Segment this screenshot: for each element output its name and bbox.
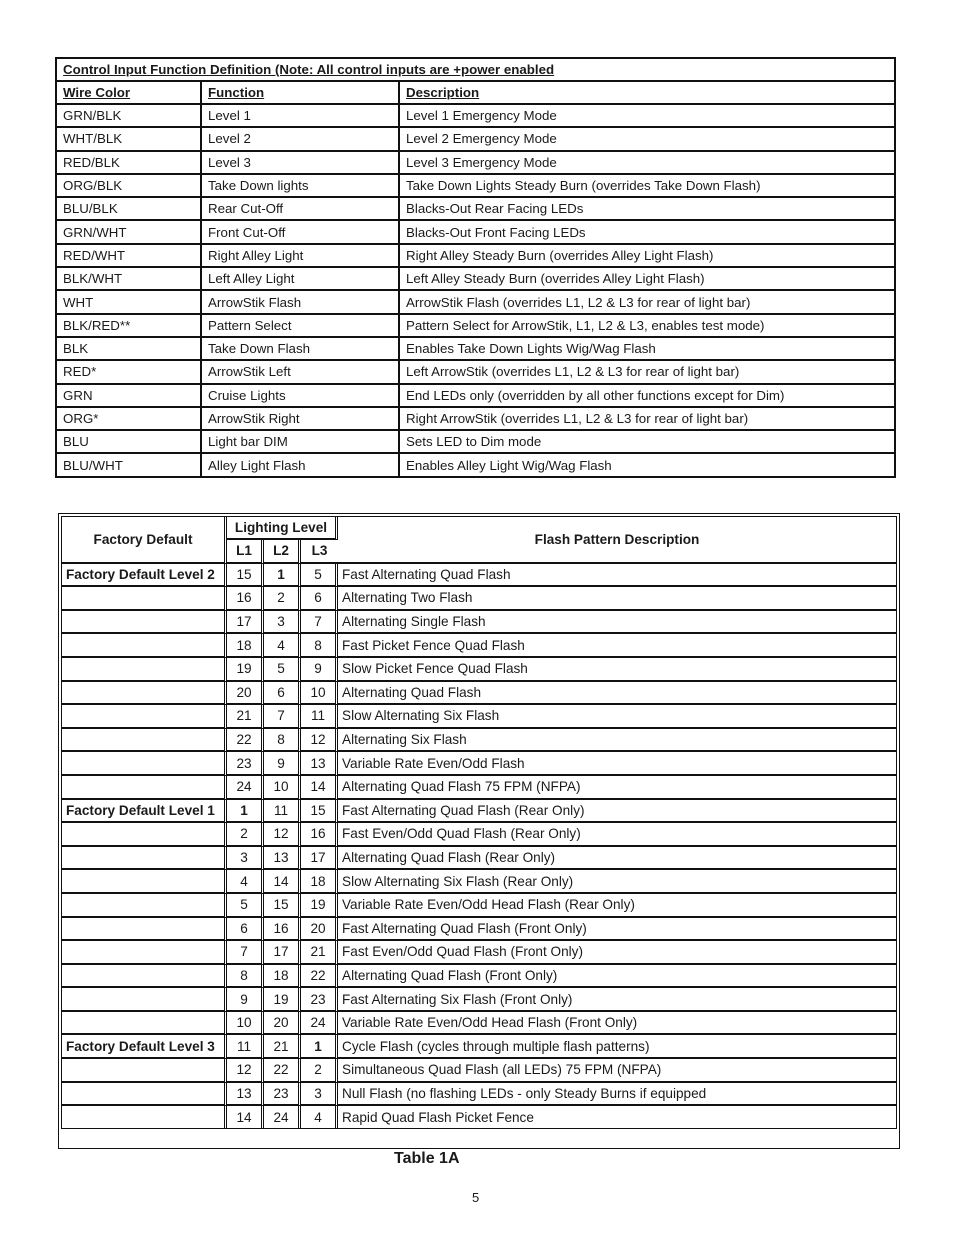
control-row — [57, 175, 894, 198]
function-cell: Take Down lights — [202, 175, 400, 198]
flash-pattern-table-frame — [58, 513, 900, 1149]
l1-cell: 22 — [227, 729, 264, 753]
control-row — [57, 454, 894, 475]
function-cell: Pattern Select — [202, 315, 400, 338]
l1-cell: 3 — [227, 847, 264, 871]
description-cell: Sets LED to Dim mode — [400, 431, 894, 454]
wire-color-cell: BLU/WHT — [57, 454, 202, 475]
control-row — [57, 361, 894, 384]
description-cell: Level 1 Emergency Mode — [400, 105, 894, 128]
pattern-description-cell: Variable Rate Even/Odd Flash — [338, 752, 896, 776]
l3-cell: 2 — [301, 1059, 338, 1083]
flash-pattern-row — [62, 1106, 896, 1128]
pattern-description-cell: Variable Rate Even/Odd Head Flash (Rear Only) — [338, 894, 896, 918]
factory-default-cell — [62, 870, 227, 894]
l2-cell: 3 — [264, 611, 301, 635]
flash-pattern-row — [62, 894, 896, 918]
factory-default-cell — [62, 847, 227, 871]
l2-cell: 4 — [264, 634, 301, 658]
l2-cell: 15 — [264, 894, 301, 918]
header-l2: L2 — [264, 540, 301, 564]
l1-cell: 15 — [227, 564, 264, 588]
flash-pattern-row — [62, 965, 896, 989]
flash-pattern-row — [62, 1035, 896, 1059]
l2-cell: 6 — [264, 682, 301, 706]
flash-pattern-row — [62, 1059, 896, 1083]
control-row — [57, 221, 894, 244]
description-cell: Enables Alley Light Wig/Wag Flash — [406, 457, 612, 473]
function-cell: ArrowStik Flash — [202, 291, 400, 314]
l1-cell: 8 — [227, 965, 264, 989]
flash-pattern-table — [61, 516, 897, 1129]
factory-default-cell — [62, 988, 227, 1012]
wire-color-cell: ORG/BLK — [57, 175, 202, 198]
l3-cell: 24 — [301, 1012, 338, 1036]
l2-cell: 22 — [264, 1059, 301, 1083]
l3-cell: 10 — [301, 682, 338, 706]
l1-cell: 16 — [227, 587, 264, 611]
pattern-description-cell: Fast Alternating Quad Flash (Front Only) — [338, 918, 896, 942]
wire-color-cell: BLU/BLK — [57, 198, 202, 221]
description-cell: Left ArrowStik (overrides L1, L2 & L3 for rear of light bar) — [400, 361, 894, 384]
function-cell: Take Down Flash — [202, 338, 400, 361]
flash-pattern-row — [62, 823, 896, 847]
flash-pattern-row — [62, 988, 896, 1012]
l3-cell: 15 — [301, 800, 338, 824]
function-cell: Level 3 — [202, 152, 400, 175]
pattern-description-cell: Slow Alternating Six Flash — [338, 705, 896, 729]
flash-pattern-row — [62, 587, 896, 611]
function-cell: Front Cut-Off — [202, 221, 400, 244]
function-cell: Level 1 — [202, 105, 400, 128]
flash-pattern-row — [62, 1083, 896, 1107]
description-cell: Right Alley Steady Burn (overrides Alley Light Flash) — [400, 245, 894, 268]
l2-cell: 17 — [264, 941, 301, 965]
l3-cell: 13 — [301, 752, 338, 776]
wire-color-cell: BLK — [57, 338, 202, 361]
control-input-table — [55, 57, 896, 478]
flash-pattern-row — [62, 705, 896, 729]
l3-cell: 14 — [301, 776, 338, 800]
l1-cell: 14 — [227, 1106, 264, 1128]
l1-cell: 9 — [227, 988, 264, 1012]
control-row — [57, 291, 894, 314]
control-table-title: Control Input Function Definition (Note: All control inputs are +power enabled — [57, 59, 894, 82]
pattern-description-cell: Fast Even/Odd Quad Flash (Front Only) — [338, 941, 896, 965]
function-cell: Alley Light Flash — [202, 454, 400, 475]
l2-cell: 24 — [264, 1106, 301, 1128]
control-row — [57, 431, 894, 454]
l1-cell: 12 — [227, 1059, 264, 1083]
flash-pattern-row — [62, 634, 896, 658]
flash-pattern-row — [62, 682, 896, 706]
function-cell: Rear Cut-Off — [202, 198, 400, 221]
l3-cell: 9 — [301, 658, 338, 682]
l2-cell: 8 — [264, 729, 301, 753]
description-cell: End LEDs only (overridden by all other functions except for Dim) — [400, 385, 894, 408]
l1-cell: 18 — [227, 634, 264, 658]
factory-default-cell — [62, 918, 227, 942]
l3-cell: 18 — [301, 870, 338, 894]
l1-cell: 23 — [227, 752, 264, 776]
factory-default-cell — [62, 1059, 227, 1083]
factory-default-cell: Factory Default Level 2 — [62, 564, 227, 588]
control-row — [57, 338, 894, 361]
l2-cell: 2 — [264, 587, 301, 611]
flash-pattern-row — [62, 1012, 896, 1036]
pattern-description-cell: Alternating Six Flash — [338, 729, 896, 753]
l1-cell: 7 — [227, 941, 264, 965]
l3-cell: 4 — [301, 1106, 338, 1128]
pattern-description-cell: Alternating Two Flash — [338, 587, 896, 611]
pattern-description-cell: Slow Alternating Six Flash (Rear Only) — [338, 870, 896, 894]
flash-pattern-row — [62, 752, 896, 776]
factory-default-cell — [62, 752, 227, 776]
flash-pattern-row — [62, 800, 896, 824]
control-row — [57, 245, 894, 268]
l3-cell: 19 — [301, 894, 338, 918]
l2-cell: 7 — [264, 705, 301, 729]
l2-cell: 18 — [264, 965, 301, 989]
header-l3: L3 — [301, 540, 338, 564]
factory-default-cell — [62, 658, 227, 682]
wire-color-cell: BLK/RED** — [57, 315, 202, 338]
l3-cell: 11 — [301, 705, 338, 729]
description-cell: Level 2 Emergency Mode — [400, 128, 894, 151]
wire-color-cell: BLK/WHT — [57, 268, 202, 291]
pattern-description-cell: Fast Alternating Quad Flash (Rear Only) — [338, 800, 896, 824]
factory-default-cell: Factory Default Level 3 — [62, 1035, 227, 1059]
factory-default-cell — [62, 1012, 227, 1036]
factory-default-cell — [62, 776, 227, 800]
l1-cell: 10 — [227, 1012, 264, 1036]
control-row — [57, 105, 894, 128]
l1-cell: 17 — [227, 611, 264, 635]
wire-color-cell: ORG* — [57, 408, 202, 431]
l3-cell: 12 — [301, 729, 338, 753]
factory-default-cell — [62, 611, 227, 635]
control-row — [57, 128, 894, 151]
description-cell: Level 3 Emergency Mode — [400, 152, 894, 175]
l2-cell: 13 — [264, 847, 301, 871]
l2-cell: 10 — [264, 776, 301, 800]
flash-pattern-row — [62, 564, 896, 588]
l2-cell: 20 — [264, 1012, 301, 1036]
flash-pattern-row — [62, 870, 896, 894]
function-cell: Cruise Lights — [202, 385, 400, 408]
l3-cell: 23 — [301, 988, 338, 1012]
pattern-description-cell: Cycle Flash (cycles through multiple flash patterns) — [338, 1035, 896, 1059]
l2-cell: 21 — [264, 1035, 301, 1059]
pattern-description-cell: Alternating Quad Flash — [338, 682, 896, 706]
control-row — [57, 152, 894, 175]
l3-cell: 16 — [301, 823, 338, 847]
l2-cell: 11 — [264, 800, 301, 824]
wire-color-cell: BLU — [57, 431, 202, 454]
header-flash-pattern-description: Flash Pattern Description — [338, 517, 896, 564]
factory-default-cell — [62, 705, 227, 729]
l3-cell: 7 — [301, 611, 338, 635]
l1-cell: 20 — [227, 682, 264, 706]
l2-cell: 16 — [264, 918, 301, 942]
wire-color-cell: RED* — [57, 361, 202, 384]
control-row — [57, 408, 894, 431]
flash-pattern-row — [62, 847, 896, 871]
description-cell: Take Down Lights Steady Burn (overrides Take Down Flash) — [400, 175, 894, 198]
l3-cell: 1 — [301, 1035, 338, 1059]
l2-cell: 19 — [264, 988, 301, 1012]
description-cell: Blacks-Out Rear Facing LEDs — [400, 198, 894, 221]
header-wire-color: Wire Color — [57, 82, 202, 105]
pattern-description-cell: Slow Picket Fence Quad Flash — [338, 658, 896, 682]
pattern-description-cell: Alternating Quad Flash (Front Only) — [338, 965, 896, 989]
pattern-description-cell: Alternating Quad Flash (Rear Only) — [338, 847, 896, 871]
flash-pattern-row — [62, 611, 896, 635]
l1-cell: 6 — [227, 918, 264, 942]
l3-cell: 8 — [301, 634, 338, 658]
pattern-description-cell: Simultaneous Quad Flash (all LEDs) 75 FPM (NFPA) — [338, 1059, 896, 1083]
l2-cell: 12 — [264, 823, 301, 847]
flash-pattern-row — [62, 776, 896, 800]
l2-cell: 1 — [264, 564, 301, 588]
control-row — [57, 385, 894, 408]
l3-cell: 6 — [301, 587, 338, 611]
l3-cell: 17 — [301, 847, 338, 871]
header-lighting-level: Lighting Level — [227, 517, 338, 540]
table-caption: Table 1A — [394, 1150, 460, 1167]
pattern-description-cell: Variable Rate Even/Odd Head Flash (Front Only) — [338, 1012, 896, 1036]
l2-cell: 23 — [264, 1083, 301, 1107]
wire-color-cell: GRN/WHT — [57, 221, 202, 244]
function-cell: Left Alley Light — [202, 268, 400, 291]
wire-color-cell: GRN — [57, 385, 202, 408]
header-factory-default: Factory Default — [62, 517, 227, 564]
factory-default-cell — [62, 587, 227, 611]
l1-cell: 24 — [227, 776, 264, 800]
l1-cell: 1 — [227, 800, 264, 824]
l3-cell: 20 — [301, 918, 338, 942]
control-row — [57, 268, 894, 291]
wire-color-cell: RED/BLK — [57, 152, 202, 175]
factory-default-cell — [62, 1083, 227, 1107]
function-cell: Level 2 — [202, 128, 400, 151]
factory-default-cell — [62, 729, 227, 753]
control-row — [57, 315, 894, 338]
l1-cell: 5 — [227, 894, 264, 918]
function-cell: ArrowStik Left — [202, 361, 400, 384]
factory-default-cell — [62, 1106, 227, 1128]
l1-cell: 13 — [227, 1083, 264, 1107]
l2-cell: 9 — [264, 752, 301, 776]
factory-default-cell — [62, 965, 227, 989]
control-row — [57, 198, 894, 221]
factory-default-cell — [62, 823, 227, 847]
description-cell: Right ArrowStik (overrides L1, L2 & L3 for rear of light bar) — [400, 408, 894, 431]
description-cell: Pattern Select for ArrowStik, L1, L2 & L3, enables test mode) — [400, 315, 894, 338]
description-cell: Left Alley Steady Burn (overrides Alley Light Flash) — [400, 268, 894, 291]
l3-cell: 3 — [301, 1083, 338, 1107]
pattern-description-cell: Null Flash (no flashing LEDs - only Steady Burns if equipped — [338, 1083, 896, 1107]
wire-color-cell: WHT/BLK — [57, 128, 202, 151]
header-description: Description — [400, 82, 894, 105]
pattern-description-cell: Fast Alternating Quad Flash — [338, 564, 896, 588]
flash-pattern-row — [62, 941, 896, 965]
l1-cell: 19 — [227, 658, 264, 682]
header-function: Function — [202, 82, 400, 105]
header-l1: L1 — [227, 540, 264, 564]
description-cell: Enables Take Down Lights Wig/Wag Flash — [400, 338, 894, 361]
l3-cell: 21 — [301, 941, 338, 965]
function-cell: ArrowStik Right — [202, 408, 400, 431]
factory-default-cell — [62, 941, 227, 965]
pattern-description-cell: Fast Picket Fence Quad Flash — [338, 634, 896, 658]
wire-color-cell: GRN/BLK — [57, 105, 202, 128]
factory-default-cell — [62, 682, 227, 706]
l3-cell: 22 — [301, 965, 338, 989]
wire-color-cell: RED/WHT — [57, 245, 202, 268]
l3-cell: 5 — [301, 564, 338, 588]
pattern-description-cell: Alternating Single Flash — [338, 611, 896, 635]
l1-cell: 21 — [227, 705, 264, 729]
page-number: 5 — [472, 1190, 480, 1205]
pattern-description-cell: Fast Even/Odd Quad Flash (Rear Only) — [338, 823, 896, 847]
description-cell: Blacks-Out Front Facing LEDs — [400, 221, 894, 244]
wire-color-cell: WHT — [57, 291, 202, 314]
l1-cell: 4 — [227, 870, 264, 894]
l2-cell: 5 — [264, 658, 301, 682]
factory-default-cell — [62, 634, 227, 658]
pattern-description-cell: Fast Alternating Six Flash (Front Only) — [338, 988, 896, 1012]
factory-default-cell — [62, 894, 227, 918]
l1-cell: 11 — [227, 1035, 264, 1059]
flash-pattern-row — [62, 658, 896, 682]
description-cell: ArrowStik Flash (overrides L1, L2 & L3 for rear of light bar) — [400, 291, 894, 314]
pattern-description-cell: Rapid Quad Flash Picket Fence — [342, 1109, 534, 1125]
l2-cell: 14 — [264, 870, 301, 894]
flash-pattern-row — [62, 918, 896, 942]
pattern-description-cell: Alternating Quad Flash 75 FPM (NFPA) — [338, 776, 896, 800]
function-cell: Right Alley Light — [202, 245, 400, 268]
flash-pattern-row — [62, 729, 896, 753]
function-cell: Light bar DIM — [202, 431, 400, 454]
factory-default-cell: Factory Default Level 1 — [62, 800, 227, 824]
l1-cell: 2 — [227, 823, 264, 847]
